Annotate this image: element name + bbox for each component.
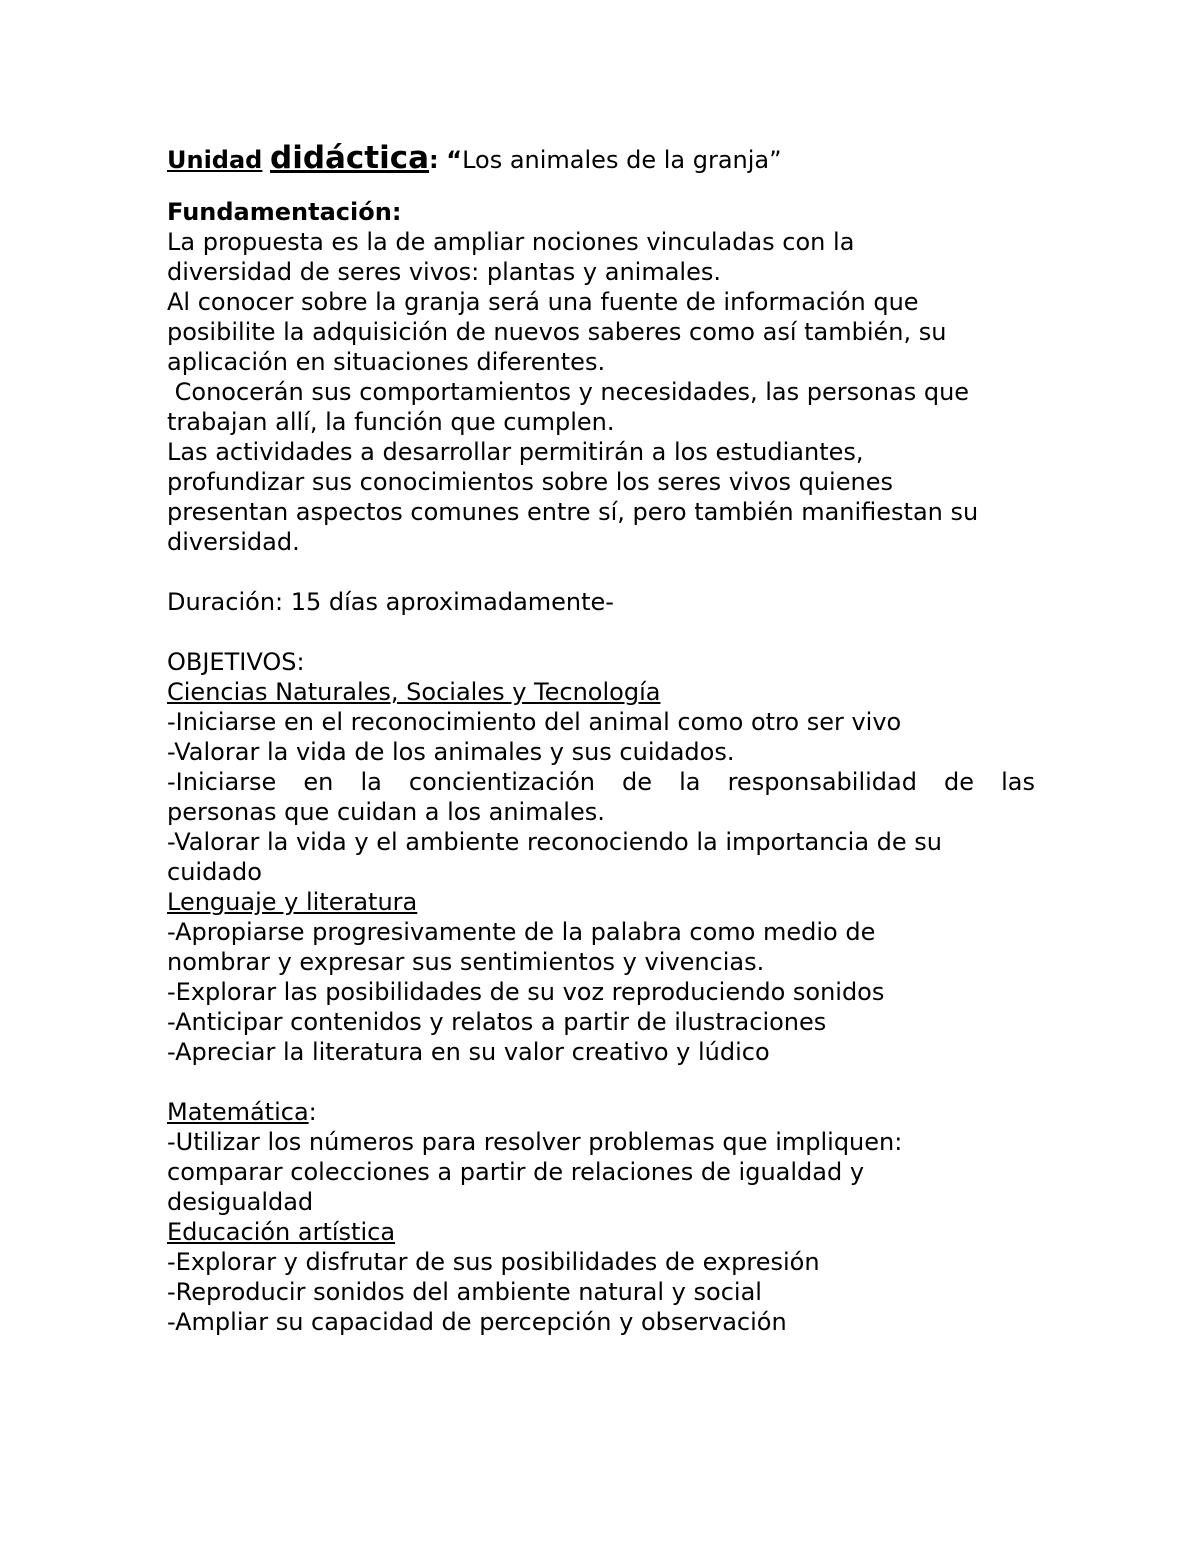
ciencias-section — [167, 677, 1035, 887]
artistica-line: -Explorar y disfrutar de sus posibilidades de expresión — [167, 1248, 820, 1276]
matematica-section — [167, 1097, 1035, 1217]
ciencias-line: -Valorar la vida y el ambiente reconociendo la importancia de su — [167, 828, 943, 856]
objetivos-heading: OBJETIVOS: — [167, 648, 305, 676]
title-name: Los animales de la granja” — [462, 146, 782, 174]
matematica-line: -Utilizar los números para resolver problemas que impliquen: — [167, 1128, 903, 1156]
fundamentacion-line: profundizar sus conocimientos sobre los seres vivos quienes — [167, 468, 893, 496]
ciencias-line: -Valorar la vida de los animales y sus cuidados. — [167, 738, 735, 766]
blank-line — [167, 1067, 1035, 1097]
lenguaje-heading: Lenguaje y literatura — [167, 888, 418, 916]
artistica-section — [167, 1217, 1035, 1337]
matematica-colon: : — [308, 1098, 317, 1126]
lenguaje-line: nombrar y expresar sus sentimientos y vivencias. — [167, 948, 765, 976]
title-emphasis: didáctica — [270, 140, 430, 176]
title-open-quote: “ — [446, 146, 463, 174]
blank-line — [167, 617, 1035, 647]
lenguaje-line: -Apropiarse progresivamente de la palabra como medio de — [167, 918, 876, 946]
fundamentacion-body — [167, 227, 1035, 557]
fundamentacion-line: presentan aspectos comunes entre sí, pero también manifiestan su — [167, 498, 979, 526]
ciencias-justified-line: -Iniciarse en la concientización de la responsabilidad de las — [167, 768, 1035, 796]
blank-line — [167, 557, 1035, 587]
fundamentacion-line: Conocerán sus comportamientos y necesidades, las personas que — [167, 378, 970, 406]
fundamentacion-line: Al conocer sobre la granja será una fuente de información que — [167, 288, 919, 316]
title-prefix: Unidad — [167, 146, 263, 174]
matematica-line: desigualdad — [167, 1188, 314, 1216]
lenguaje-section — [167, 887, 1035, 1067]
artistica-line: -Ampliar su capacidad de percepción y observación — [167, 1308, 787, 1336]
ciencias-line: -Iniciarse en el reconocimiento del animal como otro ser vivo — [167, 708, 902, 736]
matematica-line: comparar colecciones a partir de relaciones de igualdad y — [167, 1158, 865, 1186]
artistica-line: -Reproducir sonidos del ambiente natural y social — [167, 1278, 762, 1306]
fundamentacion-line: Las actividades a desarrollar permitirán a los estudiantes, — [167, 438, 864, 466]
fundamentacion-line: aplicación en situaciones diferentes. — [167, 348, 606, 376]
ciencias-line: personas que cuidan a los animales. — [167, 798, 605, 826]
fundamentacion-line: diversidad. — [167, 528, 300, 556]
artistica-heading: Educación artística — [167, 1218, 396, 1246]
fundamentacion-line: posibilite la adquisición de nuevos saberes como así también, su — [167, 318, 947, 346]
ciencias-line: cuidado — [167, 858, 262, 886]
lenguaje-line: -Apreciar la literatura en su valor creativo y lúdico — [167, 1038, 770, 1066]
duracion-text: Duración: 15 días aproximadamente- — [167, 588, 614, 616]
ciencias-heading: Ciencias Naturales, Sociales y Tecnología — [167, 678, 661, 706]
lenguaje-line: -Anticipar contenidos y relatos a partir de ilustraciones — [167, 1008, 827, 1036]
lenguaje-line: -Explorar las posibilidades de su voz reproduciendo sonidos — [167, 978, 885, 1006]
fundamentacion-line: diversidad de seres vivos: plantas y animales. — [167, 258, 721, 286]
matematica-heading: Matemática — [167, 1098, 309, 1126]
document-page — [167, 138, 1035, 1337]
fundamentacion-line: La propuesta es la de ampliar nociones vinculadas con la — [167, 228, 855, 256]
fundamentacion-heading: Fundamentación: — [167, 198, 402, 226]
document-title — [167, 138, 1035, 178]
title-colon: : — [429, 146, 439, 174]
fundamentacion-line: trabajan allí, la función que cumplen. — [167, 408, 615, 436]
